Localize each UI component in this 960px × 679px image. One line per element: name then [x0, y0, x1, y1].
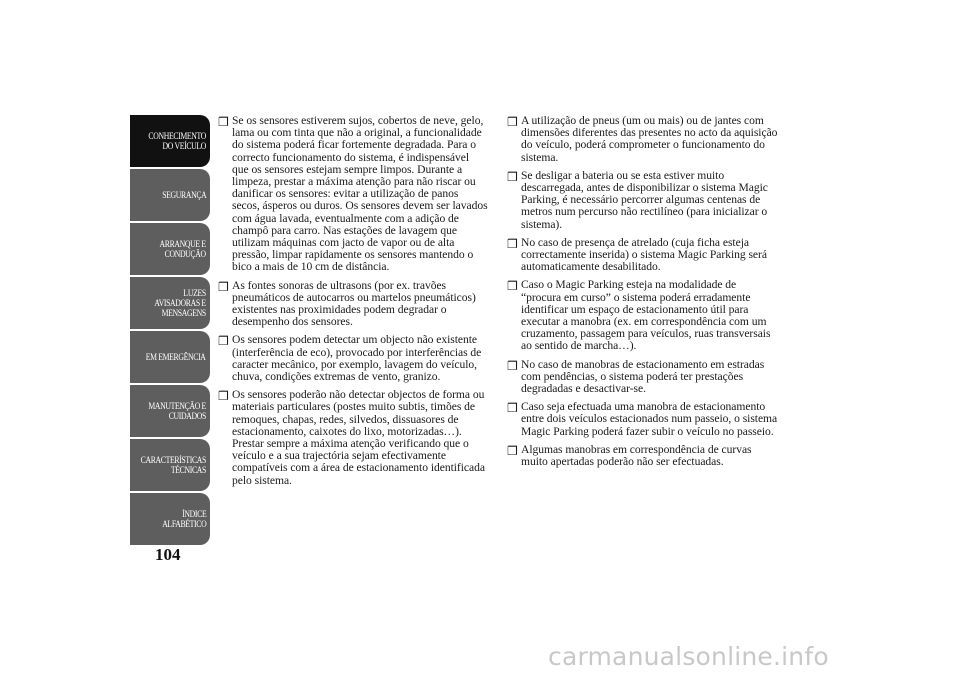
checkbox-bullet-icon: ❒	[507, 115, 518, 129]
tab-label: CARACTERÍSTICAS TÉCNICAS	[140, 455, 206, 475]
list-item	[218, 334, 488, 383]
tab-indice-alfabetico[interactable]	[130, 493, 210, 545]
list-item-text: No caso de manobras de estacionamento em estradas com pendências, o sistema poderá ter prestações degradadas e desactivar-se.	[521, 357, 765, 396]
tab-label: EM EMERGÊNCIA	[146, 352, 206, 362]
list-item	[218, 280, 488, 329]
list-item-text: Se desligar a bateria ou se esta estiver muito descarregada, antes de disponibilizar o sistema Magic Parking, é necessário percorrer algumas centenas de metros num percurso não rectilíneo (para inicializar o sistema).	[521, 168, 768, 231]
watermark: carmanualsonline.info	[548, 642, 829, 671]
list-item-text: Algumas manobras em correspondência de curvas muito apertadas poderão não ser efectuadas.	[521, 442, 752, 469]
tab-em-emergencia[interactable]	[130, 331, 210, 383]
tab-label: CONHECIMENTO DO VEÍCULO	[148, 131, 206, 151]
checkbox-bullet-icon: ❒	[218, 115, 229, 129]
list-item	[507, 359, 779, 396]
checkbox-bullet-icon: ❒	[218, 334, 229, 349]
list-item-text: Os sensores poderão não detectar objectos de forma ou materiais particulares (postes muito subtis, timões de remoques, chapas, redes, silvedos, dissuasores de estacionamento, caixotes do lixo, motorizadas…). Prestar sempre a máxima atenção verificando que o veículo e a sua trajectória sejam efectivamente compatíveis com a área de estacionamento identificada pelo sistema.	[232, 388, 485, 487]
checkbox-bullet-icon: ❒	[507, 279, 518, 294]
page-number: 104	[155, 545, 181, 564]
right-column	[507, 115, 779, 474]
list-item-text: Os sensores podem detectar um objecto não existente (interferência de eco), provocado por interferências de caracter mecânico, por exemplo, lavagem do veículo, chuva, condições extremas de vento, granizo.	[232, 333, 482, 384]
chapter-sidebar	[130, 115, 210, 541]
tab-label: MANUTENÇÃO E CUIDADOS	[148, 401, 206, 421]
list-item-text: As fontes sonoras de ultrasons (por ex. travões pneumáticos de autocarros ou martelos pneumáticos) existentes nas proximidades podem degradar o desempenho dos sensores.	[232, 278, 476, 329]
tab-caracteristicas-tecnicas[interactable]	[130, 439, 210, 491]
tab-arranque-e-conducao[interactable]	[130, 223, 210, 275]
tab-label: ÍNDICE ALFABÉTICO	[161, 509, 206, 529]
tab-label: LUZES AVISADORAS E MENSAGENS	[154, 288, 206, 318]
checkbox-bullet-icon: ❒	[507, 358, 518, 373]
checkbox-bullet-icon: ❒	[507, 443, 518, 458]
list-item	[218, 389, 488, 487]
list-item	[507, 237, 779, 274]
tab-luzes-avisadoras-e-mensagens[interactable]	[130, 277, 210, 329]
checkbox-bullet-icon: ❒	[218, 389, 229, 404]
checkbox-bullet-icon: ❒	[218, 279, 229, 294]
checkbox-bullet-icon: ❒	[507, 169, 518, 184]
list-item-text: Caso seja efectuada uma manobra de estacionamento entre dois veículos estacionados num passeio, o sistema Magic Parking poderá fazer subir o veículo no passeio.	[521, 400, 778, 438]
left-column	[218, 115, 488, 493]
list-item	[507, 279, 779, 352]
tab-manutencao-e-cuidados[interactable]	[130, 385, 210, 437]
tab-seguranca[interactable]	[130, 169, 210, 221]
list-item	[507, 401, 779, 438]
list-item-text: Se os sensores estiverem sujos, cobertos de neve, gelo, lama ou com tinta que não a original, a funcionalidade do sistema poderá ficar fortemente degradada. Para o correcto funcionamento do sistema, é indispensável que os sensores estejam sempre limpos. Durante a limpeza, prestar a máxima atenção para não riscar ou danificar os sensores: evitar a utilização de panos secos, ásperos ou duros. Os sensores devem ser lavados com água lavada, eventualmente com a adição de champô para carro. Nas estações de lavagem que utilizam máquinas com jacto de vapor ou de alta pressão, limpar rapidamente os sensores mantendo o bico a mais de 10 cm de distância.	[232, 114, 488, 274]
list-item-text: Caso o Magic Parking esteja na modalidade de “procura em curso” o sistema poderá erradamente identificar um espaço de estacionamento útil para executar a manobra (ex. em correspondência com um cruzamento, passagem para veículos, ruas transversais ao sentido de marcha…).	[521, 278, 771, 353]
list-item	[507, 444, 779, 468]
tab-label: ARRANQUE E CONDUÇÃO	[159, 239, 206, 259]
list-item-text: No caso de presença de atrelado (cuja ficha esteja correctamente inserida) o sistema Magic Parking será automaticamente desabilitado.	[521, 235, 767, 274]
list-item	[218, 115, 488, 274]
tab-conhecimento-do-veiculo[interactable]	[130, 115, 210, 167]
list-item	[507, 115, 779, 164]
list-item-text: A utilização de pneus (um ou mais) ou de jantes com dimensões diferentes das presentes no acto da aquisição do veículo, poderá comprometer o funcionamento do sistema.	[521, 114, 778, 164]
list-item	[507, 170, 779, 231]
checkbox-bullet-icon: ❒	[507, 236, 518, 251]
tab-label: SEGURANÇA	[161, 190, 206, 200]
checkbox-bullet-icon: ❒	[507, 401, 518, 416]
